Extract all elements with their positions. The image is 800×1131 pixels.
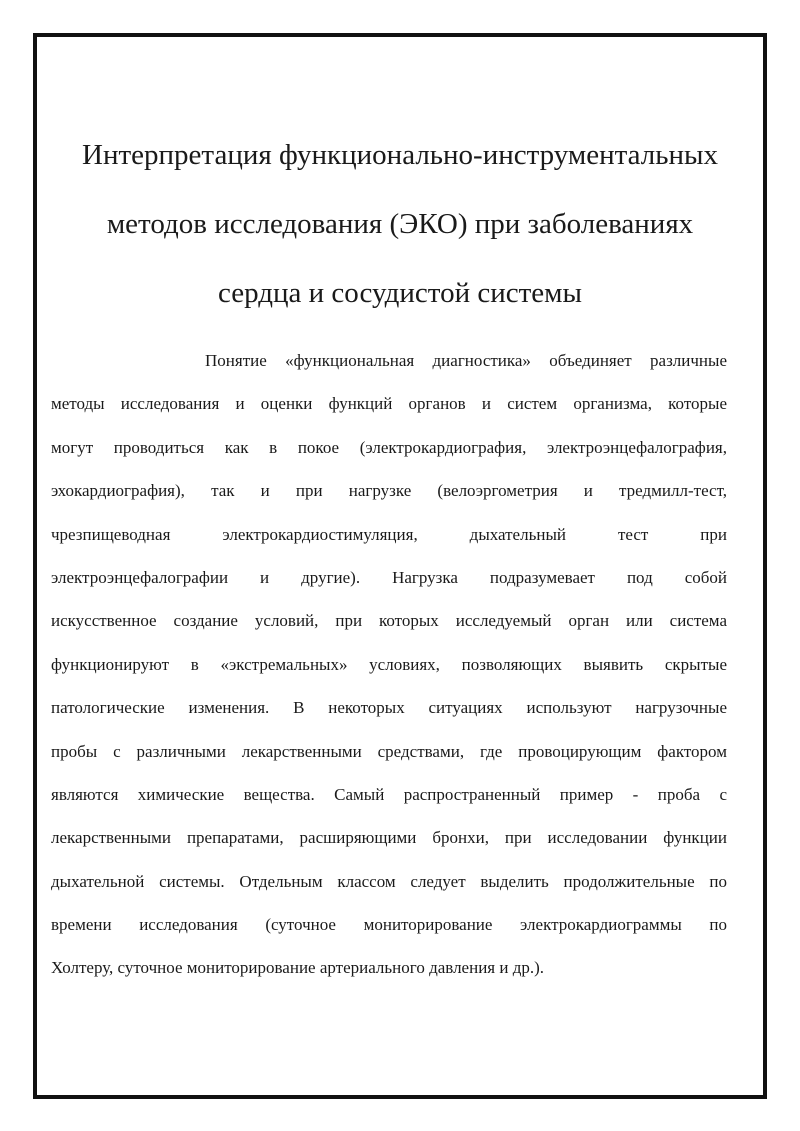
- paragraph-line: лекарственными препаратами, расширяющими бронхи, при исследовании функции: [51, 828, 727, 848]
- paragraph-line: патологические изменения. В некоторых ситуациях используют нагрузочные: [51, 698, 727, 718]
- paragraph-line: методы исследования и оценки функций органов и систем организма, которые: [51, 394, 727, 414]
- paragraph-line: Холтеру, суточное мониторирование артериального давления и др.).: [51, 958, 545, 978]
- paragraph-line: могут проводиться как в покое (электрокардиография, электроэнцефалография,: [51, 437, 727, 457]
- paragraph-line: времени исследования (суточное мониторирование электрокардиограммы по: [51, 915, 727, 935]
- page-border: [33, 33, 767, 1099]
- paragraph-line: эхокардиография), так и при нагрузке (велоэргометрия и тредмилл-тест,: [51, 481, 727, 501]
- paragraph-line: искусственное создание условий, при которых исследуемый орган или система: [51, 611, 727, 631]
- paragraph-line: чрезпищеводная электрокардиостимуляция, дыхательный тест при: [51, 524, 727, 544]
- body-paragraph: [51, 339, 727, 990]
- document-title: [37, 121, 763, 328]
- paragraph-line: пробы с различными лекарственными средствами, где провоцирующим фактором: [51, 741, 727, 761]
- title-line: Интерпретация функционально-инструментальных: [82, 139, 718, 171]
- paragraph-line: электроэнцефалографии и другие). Нагрузка подразумевает под собой: [51, 567, 727, 587]
- title-line: сердца и сосудистой системы: [218, 277, 582, 309]
- paragraph-line: являются химические вещества. Самый распространенный пример - проба с: [51, 784, 727, 804]
- paragraph-line: функционируют в «экстремальных» условиях, позволяющих выявить скрытые: [51, 654, 727, 674]
- paragraph-line: Понятие «функциональная диагностика» объединяет различные: [205, 351, 727, 370]
- title-line: методов исследования (ЭКО) при заболеваниях: [106, 208, 694, 240]
- paragraph-line: дыхательной системы. Отдельным классом следует выделить продолжительные по: [51, 871, 727, 891]
